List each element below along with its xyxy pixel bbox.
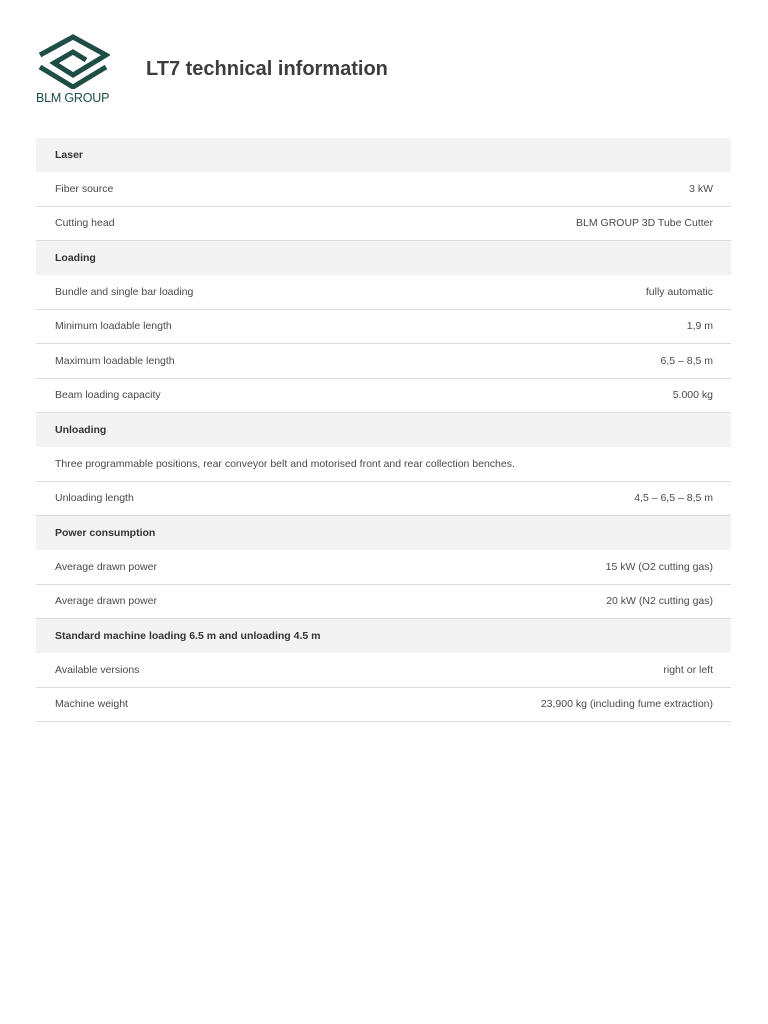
section-title: Power consumption — [55, 527, 156, 539]
row-label: Maximum loadable length — [55, 354, 175, 367]
row-value: BLM GROUP 3D Tube Cutter — [576, 217, 713, 230]
section-title: Standard machine loading 6.5 m and unloading 4.5 m — [55, 630, 321, 642]
page-title: LT7 technical information — [146, 58, 388, 80]
row-label: Average drawn power — [55, 595, 157, 608]
section-title: Laser — [55, 149, 84, 161]
row-value: 3 kW — [689, 182, 713, 195]
page-header — [0, 0, 768, 120]
row-label: Unloading length — [55, 492, 134, 505]
table-row — [36, 379, 731, 414]
row-value: fully automatic — [645, 285, 713, 298]
row-label: Cutting head — [55, 217, 115, 230]
blm-logo-icon — [36, 33, 110, 89]
table-row — [36, 275, 731, 310]
blm-group-logo — [34, 33, 112, 105]
section-header-unloading — [36, 413, 731, 447]
row-label: Average drawn power — [55, 560, 157, 573]
table-row — [36, 653, 731, 688]
logo-text: BLM GROUP — [36, 91, 110, 105]
row-value: 1,9 m — [686, 320, 713, 333]
row-label: Bundle and single bar loading — [55, 285, 194, 298]
row-label: Beam loading capacity — [55, 389, 161, 402]
table-row — [36, 207, 731, 242]
row-label: Machine weight — [55, 698, 128, 711]
table-row — [36, 550, 731, 585]
row-value: 5.000 kg — [672, 389, 713, 402]
section-title: Unloading — [55, 424, 107, 436]
row-value: 6,5 – 8,5 m — [660, 354, 713, 367]
section-header-power-consumption — [36, 516, 731, 550]
row-label: Minimum loadable length — [55, 320, 172, 333]
table-row — [36, 585, 731, 620]
section-header-loading — [36, 241, 731, 275]
row-label: Three programmable positions, rear conveyor belt and motorised front and rear collection benches. — [55, 457, 515, 470]
row-label: Fiber source — [55, 182, 114, 195]
section-title: Loading — [55, 252, 96, 264]
section-header-laser — [36, 138, 731, 172]
table-row — [36, 688, 731, 723]
row-value: 15 kW (O2 cutting gas) — [605, 560, 713, 573]
row-value: 4,5 – 6,5 – 8,5 m — [634, 492, 713, 505]
table-row — [36, 310, 731, 345]
section-header-standard-machine — [36, 619, 731, 653]
table-row — [36, 447, 731, 482]
row-value: right or left — [663, 663, 713, 676]
table-row — [36, 482, 731, 517]
table-row — [36, 344, 731, 379]
spec-table — [36, 138, 731, 722]
row-value: 23,900 kg (including fume extraction) — [540, 698, 713, 711]
row-label: Available versions — [55, 663, 140, 676]
table-row — [36, 172, 731, 207]
row-value: 20 kW (N2 cutting gas) — [606, 595, 713, 608]
